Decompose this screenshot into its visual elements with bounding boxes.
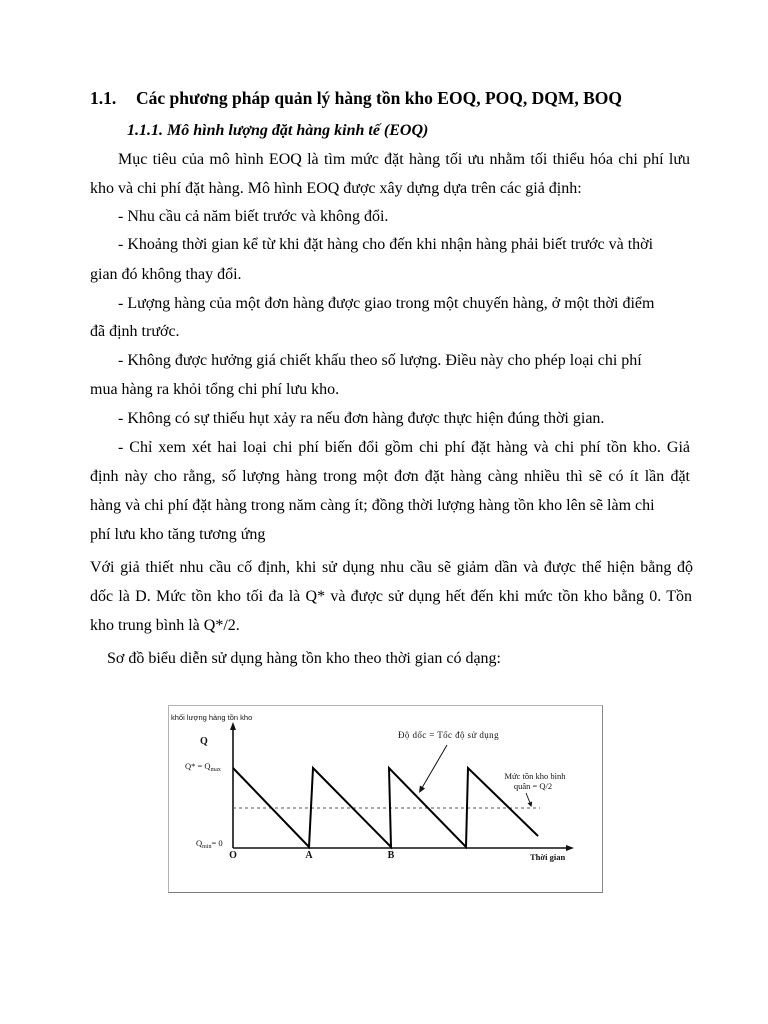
body-line: hàng và chi phí đặt hàng trong năm càng ít; đồng thời lượng hàng tồn kho lên sẽ làm chi (90, 497, 655, 514)
q-min-suffix: = 0 (211, 838, 223, 848)
body-line: - Không được hưởng giá chiết khấu theo số lượng. Điều này cho phép loại chi phí (118, 352, 642, 369)
body-line: kho trung bình là Q*/2. (90, 617, 240, 634)
body-line: phí lưu kho tăng tương ứng (90, 526, 266, 543)
average-note-line-1: Mức tồn kho bình (504, 771, 566, 781)
x-axis-label: Thời gian (530, 852, 566, 862)
body-line: - Chỉ xem xét hai loại chi phí biến đổi gồm chi phí đặt hàng và chi phí tồn kho. Giả (118, 439, 690, 456)
slope-note: Độ dốc = Tốc độ sử dụng (398, 730, 499, 740)
y-axis-arrowhead (230, 722, 236, 730)
body-line: - Nhu cầu cả năm biết trước và không đổi. (118, 208, 389, 225)
slope-arrowhead (419, 786, 425, 794)
body-line: Sơ đồ biểu diễn sử dụng hàng tồn kho theo thời gian có dạng: (107, 650, 501, 667)
q-max-subscript: max (210, 767, 221, 773)
body-line: - Không có sự thiếu hụt xảy ra nếu đơn hàng được thực hiện đúng thời gian. (118, 410, 605, 427)
body-line: gian đó không thay đổi. (90, 266, 242, 283)
q-min-main: Q (196, 838, 203, 848)
y-axis-caption: khối lượng hàng tồn kho (171, 713, 253, 722)
body-line: Mục tiêu của mô hình EOQ là tìm mức đặt hàng tối ưu nhằm tối thiểu hóa chi phí lưu (118, 151, 690, 168)
body-line: - Lượng hàng của một đơn hàng được giao trong một chuyến hàng, ở một thời điểm (118, 295, 655, 312)
average-arrowhead (528, 802, 533, 808)
average-arrow-line (526, 793, 530, 802)
section-title: Các phương pháp quản lý hàng tồn kho EOQ, POQ, DQM, BOQ (136, 88, 623, 108)
average-note-line-2: quân = Q/2 (513, 781, 553, 791)
body-line: kho và chi phí đặt hàng. Mô hình EOQ được xây dựng dựa trên các giả định: (90, 180, 582, 197)
y-axis-symbol: Q (200, 736, 208, 747)
point-b-label: B (387, 850, 395, 861)
q-max-main: Q* = Q (185, 761, 211, 771)
body-line: đã định trước. (90, 323, 180, 340)
q-min-subscript: min (202, 844, 212, 850)
body-line: - Khoảng thời gian kể từ khi đặt hàng cho đến khi nhận hàng phải biết trước và thời (118, 236, 654, 253)
body-line: định này cho rằng, số lượng hàng trong một đơn đặt hàng càng nhiều thì sẽ có ít lần đặt (90, 468, 690, 485)
origin-label: O (229, 850, 237, 861)
point-a-label: A (305, 850, 313, 861)
body-line: mua hàng ra khỏi tổng chi phí lưu kho. (90, 381, 340, 398)
q-min-label (196, 838, 223, 850)
q-max-label (185, 761, 221, 773)
inventory-diagram (168, 705, 603, 893)
x-axis-arrowhead (566, 845, 574, 851)
subsection-heading: 1.1.1. Mô hình lượng đặt hàng kinh tế (EOQ) (127, 122, 429, 139)
slope-arrow-line (423, 745, 448, 787)
body-line: dốc là D. Mức tồn kho tối đa là Q* và được sử dụng hết đến khi mức tồn kho bằng 0. Tồn (90, 588, 692, 605)
body-line: Với giả thiết nhu cầu cố định, khi sử dụng nhu cầu sẽ giảm dần và được thể hiện bằng độ (90, 559, 693, 576)
inventory-figure (168, 705, 603, 893)
section-number: 1.1. (90, 88, 117, 108)
